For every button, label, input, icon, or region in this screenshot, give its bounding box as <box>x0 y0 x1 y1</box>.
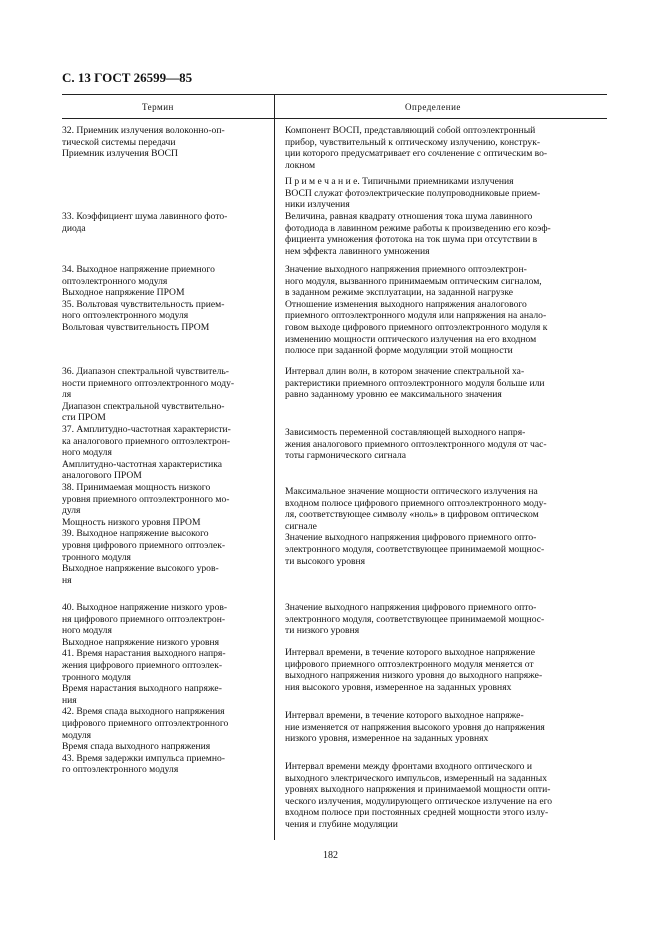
term-entry-line: 43. Время задержки импульса приемно- <box>62 752 225 764</box>
definition-entry <box>285 366 607 401</box>
definition-entry-line: ного модуля, вызванного принимаемым оптическим сигналом, <box>285 275 542 287</box>
term-entry-line: ного модуля <box>62 625 112 637</box>
definition-entry-line: ники излучения <box>285 199 350 211</box>
term-entry <box>62 602 269 776</box>
term-entry-line: 32. Приемник излучения волоконно-оп- <box>62 125 225 136</box>
definition-entry <box>285 486 607 567</box>
term-entry-line: 41. Время нарастания выходного напря- <box>62 648 226 660</box>
definition-entry-line: Величина, равная квадрату отношения тока шума лавинного <box>285 211 533 222</box>
definition-entry-line: жения аналогового приемного оптоэлектронного модуля от час- <box>285 438 547 450</box>
term-entry-line: жения цифрового приемного оптоэлек- <box>62 659 223 671</box>
definition-entry-line: приемного оптоэлектронного модуля или напряжения на анало- <box>285 310 547 322</box>
term-entry-line: ности приемного оптоэлектронного моду- <box>62 377 235 389</box>
definition-entry-line: равно заданному уровню ее максимального значения <box>285 389 502 401</box>
definition-entry-line: фициента умножения фототока на ток шума при отсутствии в <box>285 234 538 246</box>
term-entry-line: 39. Выходное напряжение высокого <box>62 528 209 540</box>
term-entry-line: 37. Амплитудно-частотная характеристи- <box>62 423 231 435</box>
definition-entry <box>285 211 607 257</box>
term-entry-line: Вольтовая чувствительность ПРОМ <box>62 321 210 333</box>
term-entry-line: Амплитудно-частотная характеристика <box>62 458 223 470</box>
term-entry-line: 35. Вольтовая чувствительность прием- <box>62 298 225 310</box>
definition-entry-line: низкого уровня, измеренное на заданных уровнях <box>285 733 489 745</box>
term-entry-line: дуля <box>62 505 81 517</box>
term-entry-line: тронного модуля <box>62 551 131 563</box>
definition-entry-line: говом выходе цифрового приемного оптоэлектронного модуля к <box>285 321 548 333</box>
definition-entry <box>285 710 607 745</box>
definition-entry-line: ля, соответствующее символу «ноль» в цифровом оптическом <box>285 509 539 521</box>
definition-entry-line: Зависимость переменной составляющей выходного напря- <box>285 427 526 438</box>
definition-entry-line: ческого излучения, модулирующего оптическое излучение на его <box>285 795 553 807</box>
term-entry <box>62 366 269 586</box>
definition-entry-line: чения и глубине модуляции <box>285 818 398 830</box>
term-entry-line: Время спада выходного напряжения <box>62 741 211 753</box>
term-entry-line: уровня приемного оптоэлектронного мо- <box>62 493 230 505</box>
term-entry-line: тронного модуля <box>62 671 131 683</box>
table-top-rule <box>62 94 607 95</box>
definition-entry-line: выходного напряжения низкого уровня до выходного напряже- <box>285 670 543 682</box>
definition-entry-line: Отношение изменения выходного напряжения аналогового <box>285 298 527 310</box>
term-entry-line: ного оптоэлектронного модуля <box>62 310 189 322</box>
term-entry-line: 38. Принимаемая мощность низкого <box>62 481 211 493</box>
term-entry <box>62 211 269 234</box>
term-entry <box>62 264 269 334</box>
definition-entry-line: Значение выходного напряжения цифрового приемного опто- <box>285 532 537 544</box>
definition-entry-line: локном <box>285 159 316 171</box>
definition-entry <box>285 761 607 831</box>
definition-entry-line: электронного модуля, соответствующее принимаемой мощнос- <box>285 613 545 625</box>
definition-entry-line: уровнях выходного напряжения и принимаемой мощности опти- <box>285 784 551 796</box>
definition-entry <box>285 125 607 171</box>
definition-entry <box>285 602 607 637</box>
definition-entry-line: ния высокого уровня, измеренное на заданных уровнях <box>285 681 512 693</box>
term-entry <box>62 125 269 160</box>
definition-entry-line: сигнале <box>285 520 317 532</box>
term-entry-line: 42. Время спада выходного напряжения <box>62 706 225 718</box>
definition-entry-line: Интервал длин волн, в котором значение спектральной ха- <box>285 366 525 377</box>
term-entry-line: ня <box>62 574 72 586</box>
definition-entry-line: тоты гармонического сигнала <box>285 450 407 462</box>
term-entry-line: ля <box>62 389 72 401</box>
definition-entry-line: входном полюсе цифрового приемного оптоэлектронного моду- <box>285 497 547 509</box>
definition-entry <box>285 176 607 211</box>
terms-table <box>62 94 607 840</box>
term-entry-line: ка аналогового приемного оптоэлектрон- <box>62 435 231 447</box>
definition-entry-line: Компонент ВОСП, представляющий собой оптоэлектронный <box>285 125 536 136</box>
definition-entry-line: ние изменяется от напряжения высокого уровня до напряжения <box>285 721 545 733</box>
definition-entry-line: ти низкого уровня <box>285 625 360 637</box>
definition-entry <box>285 264 607 357</box>
table-header-rule <box>62 118 607 119</box>
term-entry-line: цифрового приемного оптоэлектронного <box>62 717 229 729</box>
table-column-divider <box>274 94 275 840</box>
page-number: 182 <box>323 850 338 861</box>
definition-entry <box>285 427 607 462</box>
column-header-term: Термин <box>142 102 174 112</box>
definition-entry <box>285 647 607 693</box>
term-entry-line: го оптоэлектронного модуля <box>62 764 179 776</box>
term-entry-line: Выходное напряжение низкого уровня <box>62 636 220 648</box>
definition-entry-line: прибор, чувствительный к оптическому излучению, конструк- <box>285 136 541 148</box>
definition-entry-line: цифрового приемного оптоэлектронного модуля меняется от <box>285 658 534 670</box>
definition-entry-line: Интервал времени между фронтами входного оптического и <box>285 761 532 772</box>
term-entry-line: Мощность низкого уровня ПРОМ <box>62 516 201 528</box>
definition-entry-line: Значение выходного напряжения приемного оптоэлектрон- <box>285 264 527 275</box>
term-entry-line: 36. Диапазон спектральной чувствитель- <box>62 366 229 377</box>
definition-entry-line: полюсе при заданной форме модуляции этой мощности <box>285 345 513 357</box>
definition-entry-line: Интервал времени, в течение которого выходное напряже- <box>285 710 524 721</box>
term-entry-line: сти ПРОМ <box>62 412 106 424</box>
definition-entry-line: нем эффекта лавинного умножения <box>285 245 430 257</box>
column-header-definition: Определение <box>405 102 461 112</box>
page-header: С. 13 ГОСТ 26599—85 <box>62 70 193 85</box>
term-entry-line: Приемник излучения ВОСП <box>62 148 178 160</box>
definition-entry-line: рактеристики приемного оптоэлектронного модуля больше или <box>285 377 545 389</box>
term-entry-line: ного модуля <box>62 447 112 459</box>
definition-entry-line: ти высокого уровня <box>285 555 366 567</box>
definition-entry-line: выходного электрического импульсов, измеренный на заданных <box>285 772 548 784</box>
term-entry-line: оптоэлектронного модуля <box>62 275 168 287</box>
term-entry-line: Выходное напряжение высокого уров- <box>62 563 219 575</box>
term-entry-line: Время нарастания выходного напряже- <box>62 683 222 695</box>
definition-entry-line: фотодиода в лавинном режиме работы к произведению его коэф- <box>285 222 551 234</box>
term-entry-line: Диапазон спектральной чувствительно- <box>62 400 225 412</box>
definition-entry-line: П р и м е ч а н и е. Типичными приемниками излучения <box>285 176 514 187</box>
term-entry-line: тической системы передачи <box>62 136 176 148</box>
definition-entry-line: в заданном режиме эксплуатации, на заданной нагрузке <box>285 287 514 299</box>
definition-entry-line: Значение выходного напряжения цифрового приемного опто- <box>285 602 537 613</box>
term-entry-line: модуля <box>62 729 92 741</box>
definition-entry-line: ВОСП служат фотоэлектрические полупроводниковые прием- <box>285 187 541 199</box>
definition-entry-line: входном полюсе при постоянных средней мощности этого излу- <box>285 807 549 819</box>
definition-entry-line: Интервал времени, в течение которого выходное напряжение <box>285 647 535 658</box>
term-entry-line: уровня цифрового приемного оптоэлек- <box>62 539 226 551</box>
definition-entry-line: ции которого предусматривает его сочленение с оптическим во- <box>285 148 548 160</box>
term-entry-line: аналогового ПРОМ <box>62 470 142 482</box>
term-entry-line: диода <box>62 222 86 234</box>
definition-entry-line: изменению мощности оптического излучения на его входном <box>285 333 537 345</box>
term-entry-line: 40. Выходное напряжение низкого уров- <box>62 602 228 613</box>
term-entry-line: ния <box>62 694 77 706</box>
term-entry-line: ня цифрового приемного оптоэлектрон- <box>62 613 226 625</box>
term-entry-line: Выходное напряжение ПРОМ <box>62 287 185 299</box>
term-entry-line: 33. Коэффициент шума лавинного фото- <box>62 211 228 222</box>
definition-entry-line: Максимальное значение мощности оптического излучения на <box>285 486 538 497</box>
definition-entry-line: электронного модуля, соответствующее принимаемой мощнос- <box>285 543 545 555</box>
term-entry-line: 34. Выходное напряжение приемного <box>62 264 215 275</box>
